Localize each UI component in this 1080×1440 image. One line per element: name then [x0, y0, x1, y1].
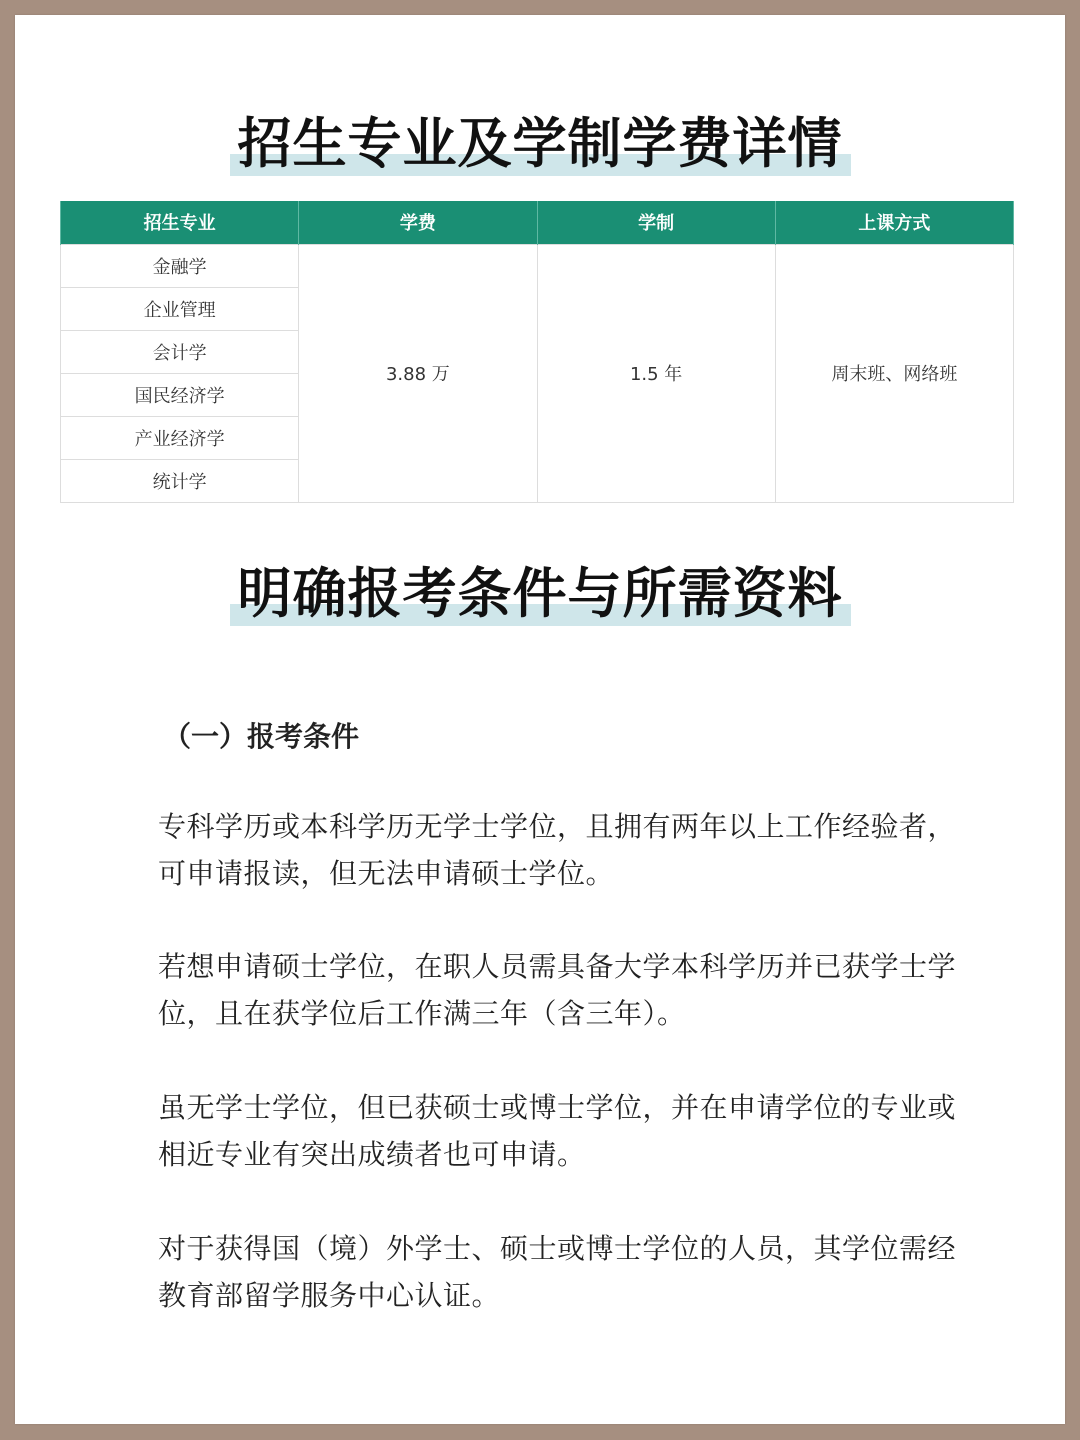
- column-header-duration: 学制: [537, 201, 775, 244]
- column-header-major: 招生专业: [61, 201, 299, 244]
- major-cell: 国民经济学: [61, 373, 299, 416]
- major-cell: 会计学: [61, 330, 299, 373]
- section-title-majors-fees: 招生专业及学制学费详情: [230, 116, 851, 170]
- section-title-wrapper: [15, 561, 1065, 625]
- column-header-class-mode: 上课方式: [775, 201, 1013, 244]
- page-card: [15, 15, 1065, 1424]
- paragraph: 对于获得国（境）外学士、硕士或博士学位的人员，其学位需经教育部留学服务中心认证。: [158, 1232, 957, 1312]
- major-cell: 金融学: [61, 244, 299, 287]
- major-cell: 企业管理: [61, 287, 299, 330]
- paragraph: 专科学历或本科学历无学士学位，且拥有两年以上工作经验者，可申请报读，但无法申请硕士学位。: [158, 810, 957, 890]
- subheading-application-conditions: （一）报考条件: [163, 720, 360, 753]
- column-header-tuition: 学费: [299, 201, 537, 244]
- table-row: [61, 244, 1014, 287]
- section-title-wrapper: [15, 111, 1065, 175]
- majors-fees-table: [60, 201, 1014, 503]
- paragraph: 虽无学士学位，但已获硕士或博士学位，并在申请学位的专业或相近专业有突出成绩者也可申请。: [158, 1091, 957, 1171]
- tuition-cell: 3.88 万: [299, 244, 537, 502]
- major-cell: 产业经济学: [61, 416, 299, 459]
- major-cell: 统计学: [61, 459, 299, 502]
- section-title-requirements: 明确报考条件与所需资料: [230, 566, 851, 620]
- table-header-row: [61, 201, 1014, 244]
- paragraph: 若想申请硕士学位，在职人员需具备大学本科学历并已获学士学位，且在获学位后工作满三年（含三年）。: [158, 950, 957, 1030]
- duration-cell: 1.5 年: [537, 244, 775, 502]
- class-mode-cell: 周末班、网络班: [775, 244, 1013, 502]
